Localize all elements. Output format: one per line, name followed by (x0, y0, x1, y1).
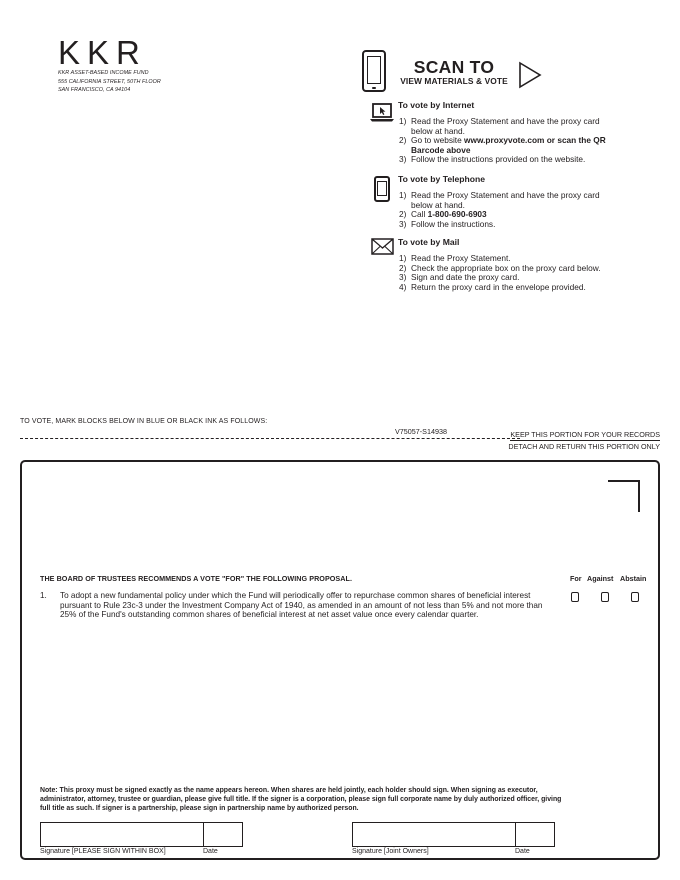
address-line-2: SAN FRANCISCO, CA 94104 (58, 87, 131, 94)
telephone-step-1 (398, 191, 613, 210)
column-abstain: Abstain (620, 574, 647, 583)
telephone-step-3 (398, 220, 613, 229)
step-number: 2) (399, 209, 407, 220)
mobile-phone-icon (374, 176, 390, 202)
proposal-text: To adopt a new fundamental policy under which the Fund will periodically offer to repurchase common shares of beneficial interest pursuant to Rule 23c-3 under the Investment Company Act of 1940, as amended in an amount of not less than 5% and not more than 25% of the Fund's outstanding common shares of beneficial interest at net asset value once every calendar quarter. (60, 591, 543, 620)
keep-portion-label: KEEP THIS PORTION FOR YOUR RECORDS (510, 430, 660, 439)
step-number: 1) (399, 190, 407, 201)
step-text: Return the proxy card in the envelope provided. (411, 281, 586, 292)
play-arrow-icon (518, 61, 542, 89)
laptop-cursor-icon (369, 102, 395, 123)
vote-by-internet (398, 101, 613, 164)
step-text: Check the appropriate box on the proxy card below. (411, 262, 601, 273)
scan-to-title: SCAN TO (413, 57, 495, 77)
mail-title: To vote by Mail (398, 237, 460, 247)
phone-screen (377, 181, 387, 196)
step-text: Go to website (411, 135, 465, 146)
proxyvote-website-link[interactable]: www.proxyvote.com or scan the QR Barcode above (411, 135, 606, 155)
mail-step-4 (398, 283, 613, 292)
corner-registration-mark (608, 480, 640, 512)
column-against: Against (587, 574, 614, 583)
vote-by-mail (398, 238, 613, 292)
step-text: Call (411, 209, 428, 220)
step-number: 3) (399, 154, 407, 165)
proposal-number: 1. (40, 591, 47, 600)
signing-note: Note: This proxy must be signed exactly as the name appears hereon. When shares are held jointly, each holder should sign. When signing as executor, administrator, attorney, trustee or guardian, please give full title. If the signer is a corporation, please sign full corporate name by duly authorized officer, giving full title as such. If signer is a partnership, please sign in partnership name by authorized person. (40, 787, 562, 813)
step-number: 1) (399, 116, 407, 127)
fund-address (58, 69, 161, 95)
column-for: For (570, 574, 582, 583)
envelope-icon (371, 238, 394, 255)
joint-date-label: Date (515, 848, 530, 855)
perforation-line (20, 438, 520, 439)
internet-step-2 (398, 136, 613, 155)
step-number: 3) (399, 272, 407, 283)
step-number: 2) (399, 135, 407, 146)
scan-subtitle: VIEW MATERIALS & VOTE (400, 76, 508, 86)
ink-instruction: TO VOTE, MARK BLOCKS BELOW IN BLUE OR BLACK INK AS FOLLOWS: (20, 418, 268, 425)
internet-step-3 (398, 155, 613, 164)
step-number: 3) (399, 218, 407, 229)
joint-signature-field[interactable] (352, 822, 516, 847)
step-text: Follow the instructions. (411, 218, 496, 229)
for-checkbox[interactable] (571, 592, 579, 602)
step-text: Follow the instructions provided on the website. (411, 154, 586, 165)
detach-return-label: DETACH AND RETURN THIS PORTION ONLY (508, 442, 660, 451)
step-text: Read the Proxy Statement. (411, 253, 511, 264)
fund-name: KKR ASSET-BASED INCOME FUND (58, 70, 149, 76)
joint-date-field[interactable] (515, 822, 555, 847)
step-text: Read the Proxy Statement and have the proxy card below at hand. (411, 190, 600, 210)
board-recommendation: THE BOARD OF TRUSTEES RECOMMENDS A VOTE "FOR" THE FOLLOWING PROPOSAL. (40, 574, 353, 583)
abstain-checkbox[interactable] (631, 592, 639, 602)
smartphone-icon (362, 50, 386, 92)
date-label: Date (203, 848, 218, 855)
step-number: 2) (399, 262, 407, 273)
joint-signature-label: Signature [Joint Owners] (352, 848, 429, 855)
step-text: Sign and date the proxy card. (411, 272, 520, 283)
control-code: V75057-S14938 (395, 427, 447, 436)
signature-label: Signature [PLEASE SIGN WITHIN BOX] (40, 848, 166, 855)
scan-heading (397, 58, 511, 86)
fund-logo-block (58, 34, 161, 95)
phone-number[interactable]: 1-800-690-6903 (427, 209, 487, 220)
internet-step-1 (398, 117, 613, 136)
step-number: 1) (399, 253, 407, 264)
against-checkbox[interactable] (601, 592, 609, 602)
step-text: Read the Proxy Statement and have the proxy card below at hand. (411, 116, 600, 136)
address-line-1: 555 CALIFORNIA STREET, 50TH FLOOR (58, 78, 161, 85)
vote-by-telephone (398, 175, 613, 229)
internet-title: To vote by Internet (398, 100, 475, 110)
step-number: 4) (399, 281, 407, 292)
telephone-title: To vote by Telephone (398, 174, 486, 184)
signature-field[interactable] (40, 822, 204, 847)
kkr-logo: KKR (58, 34, 147, 71)
signature-date-field[interactable] (203, 822, 243, 847)
